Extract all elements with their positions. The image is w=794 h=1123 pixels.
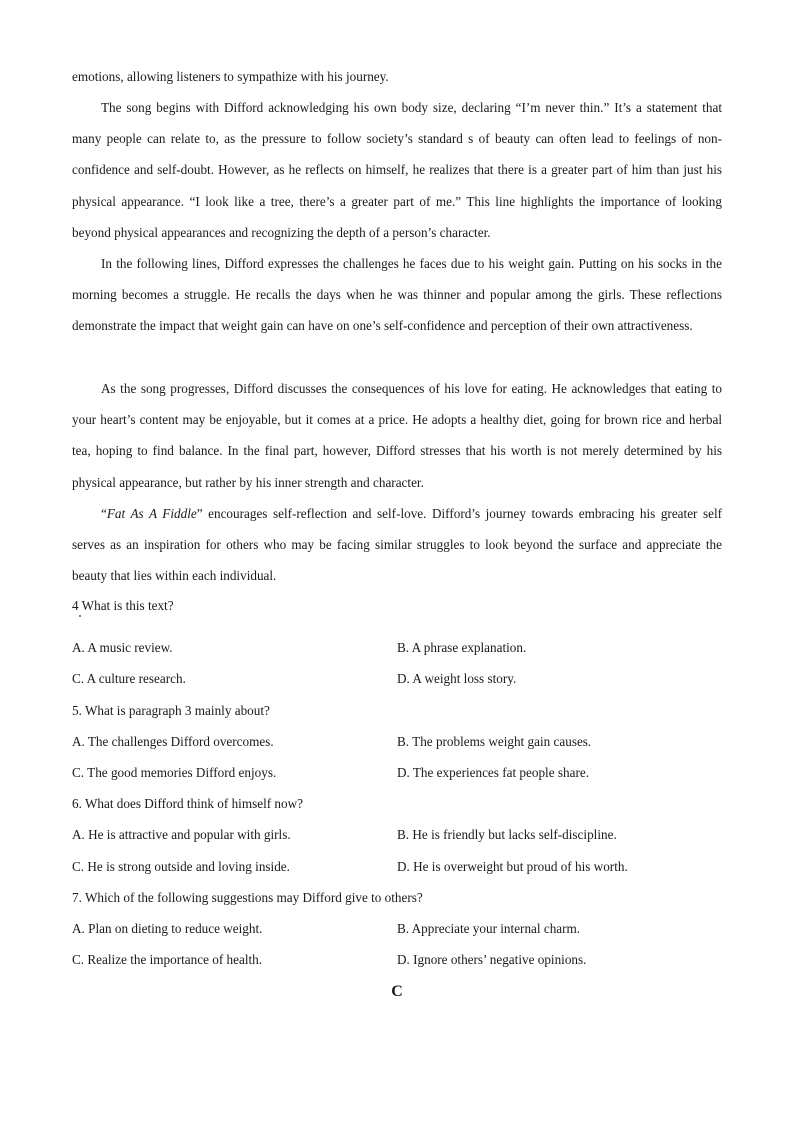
question-7-option-a[interactable]: A. Plan on dieting to reduce weight.: [72, 921, 263, 936]
passage-paragraph-2: In the following lines, Difford expresses the challenges he faces due to his weight gain. Putting on his socks in the morning becomes a struggle. He recalls the days when he was thinner and popular among the girls. These reflections demonstrate the impact that weight gain can have on one’s self-confidence and perception of their own attractiveness.: [72, 256, 722, 334]
question-6-option-c[interactable]: C. He is strong outside and loving inside.: [72, 859, 290, 874]
question-4-option-a[interactable]: A. A music review.: [72, 640, 173, 655]
paragraph-4-body: ” encourages self-reflection and self-love. Difford’s journey towards embracing his greater self serves as an inspiration for others who may be facing similar struggles to look beyond the surface and appreciate the beauty that lies within each individual.: [72, 506, 723, 584]
question-7-stem: 7. Which of the following suggestions may Difford give to others?: [72, 890, 423, 905]
question-6-option-a[interactable]: A. He is attractive and popular with girls.: [72, 827, 291, 842]
question-5-option-a[interactable]: A. The challenges Difford overcomes.: [72, 734, 274, 749]
question-6-stem: 6. What does Difford think of himself now?: [72, 796, 303, 811]
stray-dot: [79, 615, 81, 617]
song-title: Fat As A Fiddle: [106, 506, 197, 521]
question-7-option-d[interactable]: D. Ignore others’ negative opinions.: [397, 952, 587, 967]
passage-paragraph-1: The song begins with Difford acknowledging his own body size, declaring “I’m never thin.” It’s a statement that many people can relate to, as the pressure to follow society’s standard s of beauty can often lead to feelings of non-confidence and self-doubt. However, as he reflects on himself, he realizes that there is a greater part of him than just his physical appearance. “I look like a tree, there’s a greater part of me.” This line highlights the importance of looking beyond physical appearances and recognizing the depth of a person’s character.: [72, 100, 722, 240]
quote-open: “: [101, 506, 107, 521]
question-5-option-b[interactable]: B. The problems weight gain causes.: [397, 734, 592, 749]
question-5-option-d[interactable]: D. The experiences fat people share.: [397, 765, 589, 780]
question-4-option-b[interactable]: B. A phrase explanation.: [397, 640, 527, 655]
question-4-stem: 4 What is this text?: [72, 598, 174, 613]
question-5-option-c[interactable]: C. The good memories Difford enjoys.: [72, 765, 277, 780]
passage-paragraph-4: [72, 498, 722, 592]
question-5-stem: 5. What is paragraph 3 mainly about?: [72, 703, 270, 718]
question-7-option-b[interactable]: B. Appreciate your internal charm.: [397, 921, 581, 936]
question-7-option-c[interactable]: C. Realize the importance of health.: [72, 952, 263, 967]
section-heading-c: C: [391, 983, 403, 1000]
question-6-option-b[interactable]: B. He is friendly but lacks self-discipline.: [397, 827, 617, 842]
passage-line-continuation: emotions, allowing listeners to sympathize with his journey.: [72, 69, 389, 84]
question-6-option-d[interactable]: D. He is overweight but proud of his worth.: [397, 859, 628, 874]
question-4-option-d[interactable]: D. A weight loss story.: [397, 671, 517, 686]
passage-paragraph-3: As the song progresses, Difford discusses the consequences of his love for eating. He acknowledges that eating to your heart’s content may be enjoyable, but it comes at a price. He adopts a healthy diet, going for brown rice and herbal tea, hoping to find balance. In the final part, however, Difford stresses that his worth is not merely determined by his physical appearance, but rather by his inner strength and character.: [72, 381, 722, 490]
question-4-option-c[interactable]: C. A culture research.: [72, 671, 186, 686]
